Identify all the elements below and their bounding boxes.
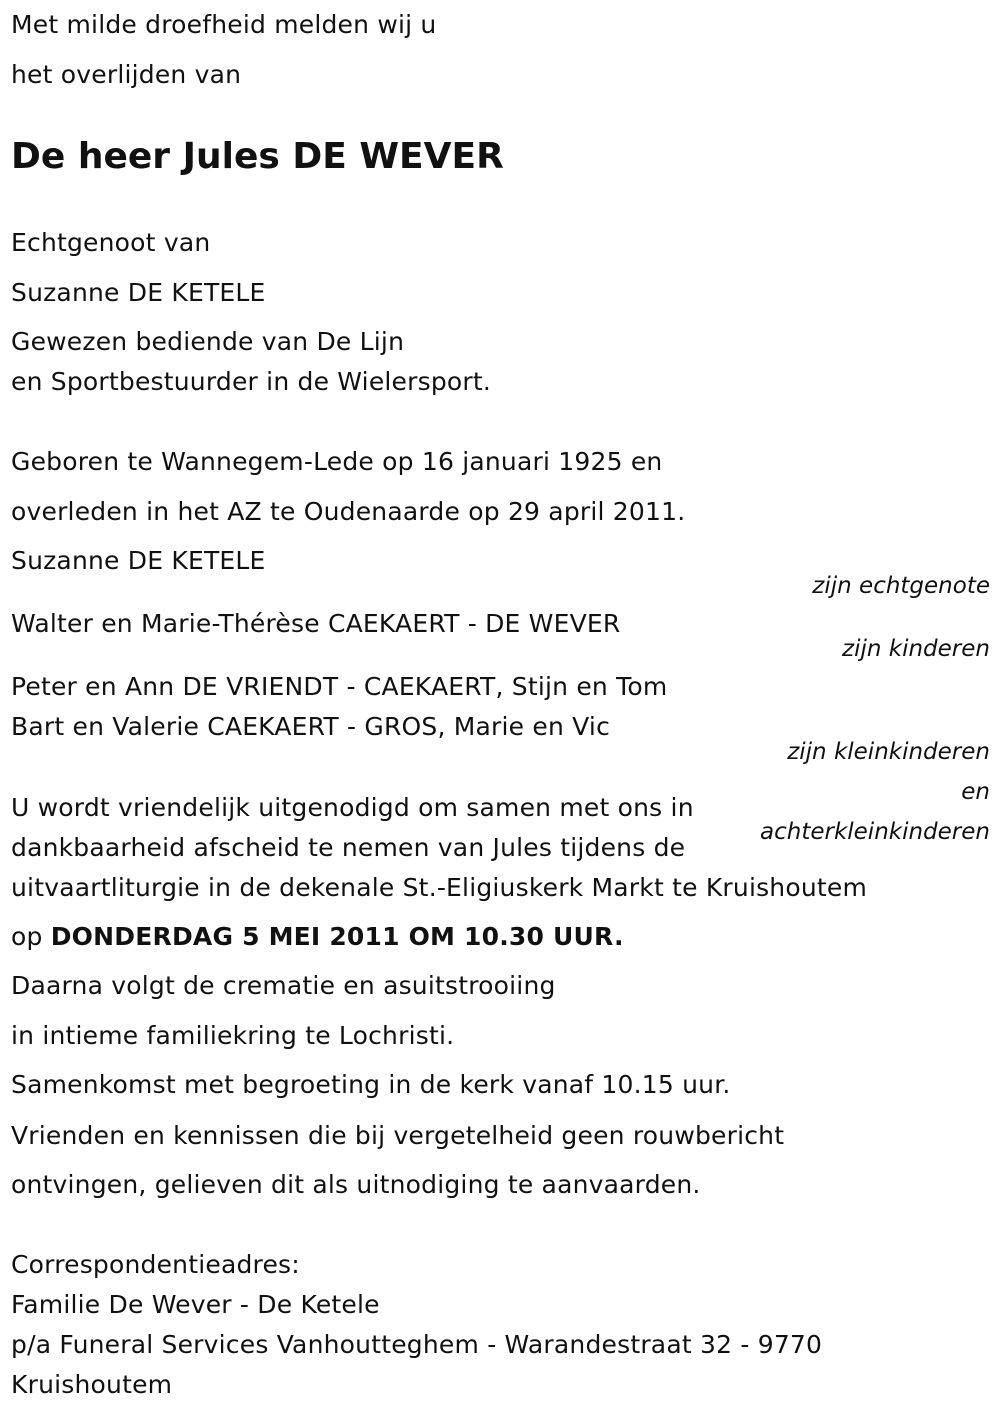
intro-line-1: Met milde droefheid melden wij u [11, 10, 437, 39]
correspondence-family: Familie De Wever - De Ketele [11, 1290, 380, 1319]
family-grandchildren-role-3: achterkleinkinderen [760, 819, 990, 845]
invitation-line-3: uitvaartliturgie in de dekenale St.-Eligiuskerk Markt te Kruishoutem [11, 873, 868, 902]
spouse-name: Suzanne DE KETELE [11, 278, 266, 307]
family-spouse: Suzanne DE KETELE [11, 546, 266, 575]
spouse-label: Echtgenoot van [11, 228, 211, 257]
service-date-line [11, 922, 624, 952]
family-children-role: zijn kinderen [842, 636, 990, 662]
service-date-prefix: op [11, 922, 43, 951]
cremation-line-2: in intieme familiekring te Lochristi. [11, 1021, 455, 1050]
occupation-line-2: en Sportbestuurder in de Wielersport. [11, 367, 492, 396]
notice-line-1: Vrienden en kennissen die bij vergetelheid geen rouwbericht [11, 1121, 785, 1150]
family-grandchildren-role-1: zijn kleinkinderen [787, 739, 990, 765]
gathering-line: Samenkomst met begroeting in de kerk vanaf 10.15 uur. [11, 1070, 731, 1099]
notice-line-2: ontvingen, gelieven dit als uitnodiging te aanvaarden. [11, 1170, 701, 1199]
correspondence-address-line-2: Kruishoutem [11, 1370, 173, 1399]
death-line: overleden in het AZ te Oudenaarde op 29 april 2011. [11, 497, 686, 526]
family-grandchildren-role-2: en [961, 779, 990, 805]
invitation-line-2: dankbaarheid afscheid te nemen van Jules tijdens de [11, 833, 686, 862]
family-grandchildren-line-2: Bart en Valerie CAEKAERT - GROS, Marie en Vic [11, 712, 611, 741]
family-grandchildren-line-1: Peter en Ann DE VRIENDT - CAEKAERT, Stijn en Tom [11, 672, 668, 701]
deceased-name: De heer Jules DE WEVER [11, 136, 504, 177]
correspondence-label: Correspondentieadres: [11, 1250, 300, 1279]
correspondence-address-line-1: p/a Funeral Services Vanhoutteghem - Warandestraat 32 - 9770 [11, 1330, 823, 1359]
family-children: Walter en Marie-Thérèse CAEKAERT - DE WEVER [11, 609, 621, 638]
birth-line: Geboren te Wannegem-Lede op 16 januari 1925 en [11, 447, 663, 476]
intro-line-2: het overlijden van [11, 60, 242, 89]
invitation-line-1: U wordt vriendelijk uitgenodigd om samen met ons in [11, 793, 694, 822]
family-spouse-role: zijn echtgenote [812, 573, 990, 599]
cremation-line-1: Daarna volgt de crematie en asuitstrooiing [11, 971, 556, 1000]
service-date: DONDERDAG 5 MEI 2011 OM 10.30 UUR. [50, 922, 624, 951]
occupation-line-1: Gewezen bediende van De Lijn [11, 327, 405, 356]
